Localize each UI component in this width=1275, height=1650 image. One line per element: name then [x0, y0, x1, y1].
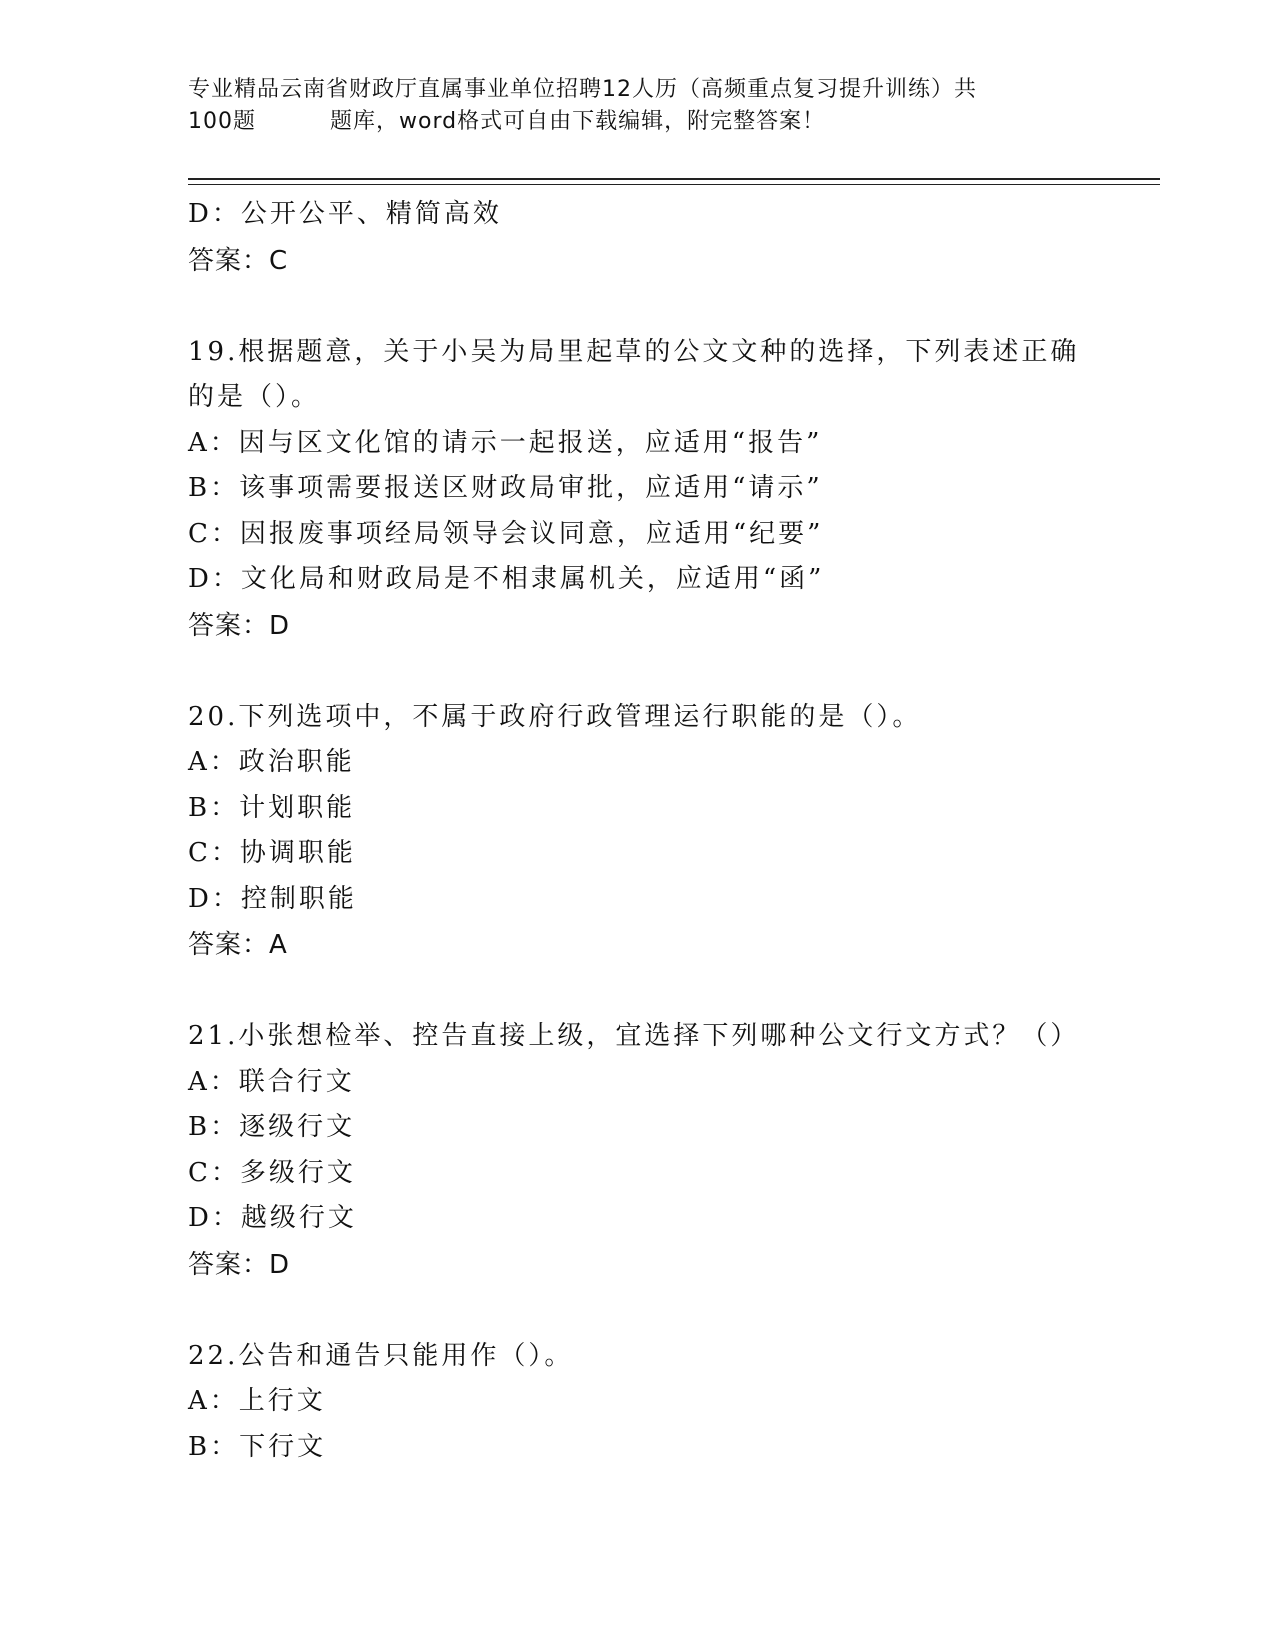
answer: 答案：A: [188, 930, 288, 960]
question-stem: 20.下列选项中，不属于政府行政管理运行职能的是（）。: [188, 701, 922, 732]
question-list: [188, 192, 1088, 1470]
header-line-1: 专业精品云南省财政厅直属事业单位招聘12人历（高频重点复习提升训练）共: [188, 77, 977, 102]
option-d: D：公开公平、精简高效: [188, 199, 502, 229]
question-20: [188, 695, 1088, 969]
option-b: B：下行文: [188, 1431, 327, 1462]
option-c: C：多级行文: [188, 1157, 356, 1188]
option-d: D：越级行文: [188, 1203, 357, 1233]
answer: 答案：D: [188, 1249, 291, 1280]
option-a: A：政治职能: [188, 747, 355, 777]
document-header: [188, 74, 1068, 138]
option-c: C：协调职能: [188, 838, 356, 868]
question-stem: 21.小张想检举、控告直接上级，宜选择下列哪种公文行文方式？（）: [188, 1021, 1080, 1051]
option-a: A：上行文: [188, 1386, 326, 1416]
header-line-2: [188, 106, 1068, 138]
answer: 答案：D: [188, 610, 291, 641]
header-divider: [188, 178, 1160, 180]
question-stem: 22.公告和通告只能用作（）。: [188, 1340, 574, 1371]
question-21: [188, 1014, 1088, 1288]
option-d: D：文化局和财政局是不相隶属机关，应适用“函”: [188, 564, 825, 594]
question-stem: 19.根据题意，关于小吴为局里起草的公文文种的选择，下列表述正确的是（）。: [188, 336, 1080, 412]
header-description: 题库，word格式可自由下载编辑，附完整答案！: [330, 109, 826, 134]
header-count: 100题: [188, 109, 256, 134]
question-19: [188, 330, 1088, 649]
option-b: B：该事项需要报送区财政局审批，应适用“请示”: [188, 473, 823, 503]
option-d: D：控制职能: [188, 883, 357, 914]
header-divider-thin: [188, 184, 1160, 185]
option-b: B：计划职能: [188, 792, 356, 823]
option-a: A：因与区文化馆的请示一起报送，应适用“报告”: [188, 427, 823, 458]
option-b: B：逐级行文: [188, 1112, 356, 1142]
option-c: C：因报废事项经局领导会议同意，应适用“纪要”: [188, 518, 824, 549]
option-a: A：联合行文: [188, 1066, 355, 1097]
answer: 答案：C: [188, 245, 289, 276]
question-22: [188, 1334, 1088, 1471]
